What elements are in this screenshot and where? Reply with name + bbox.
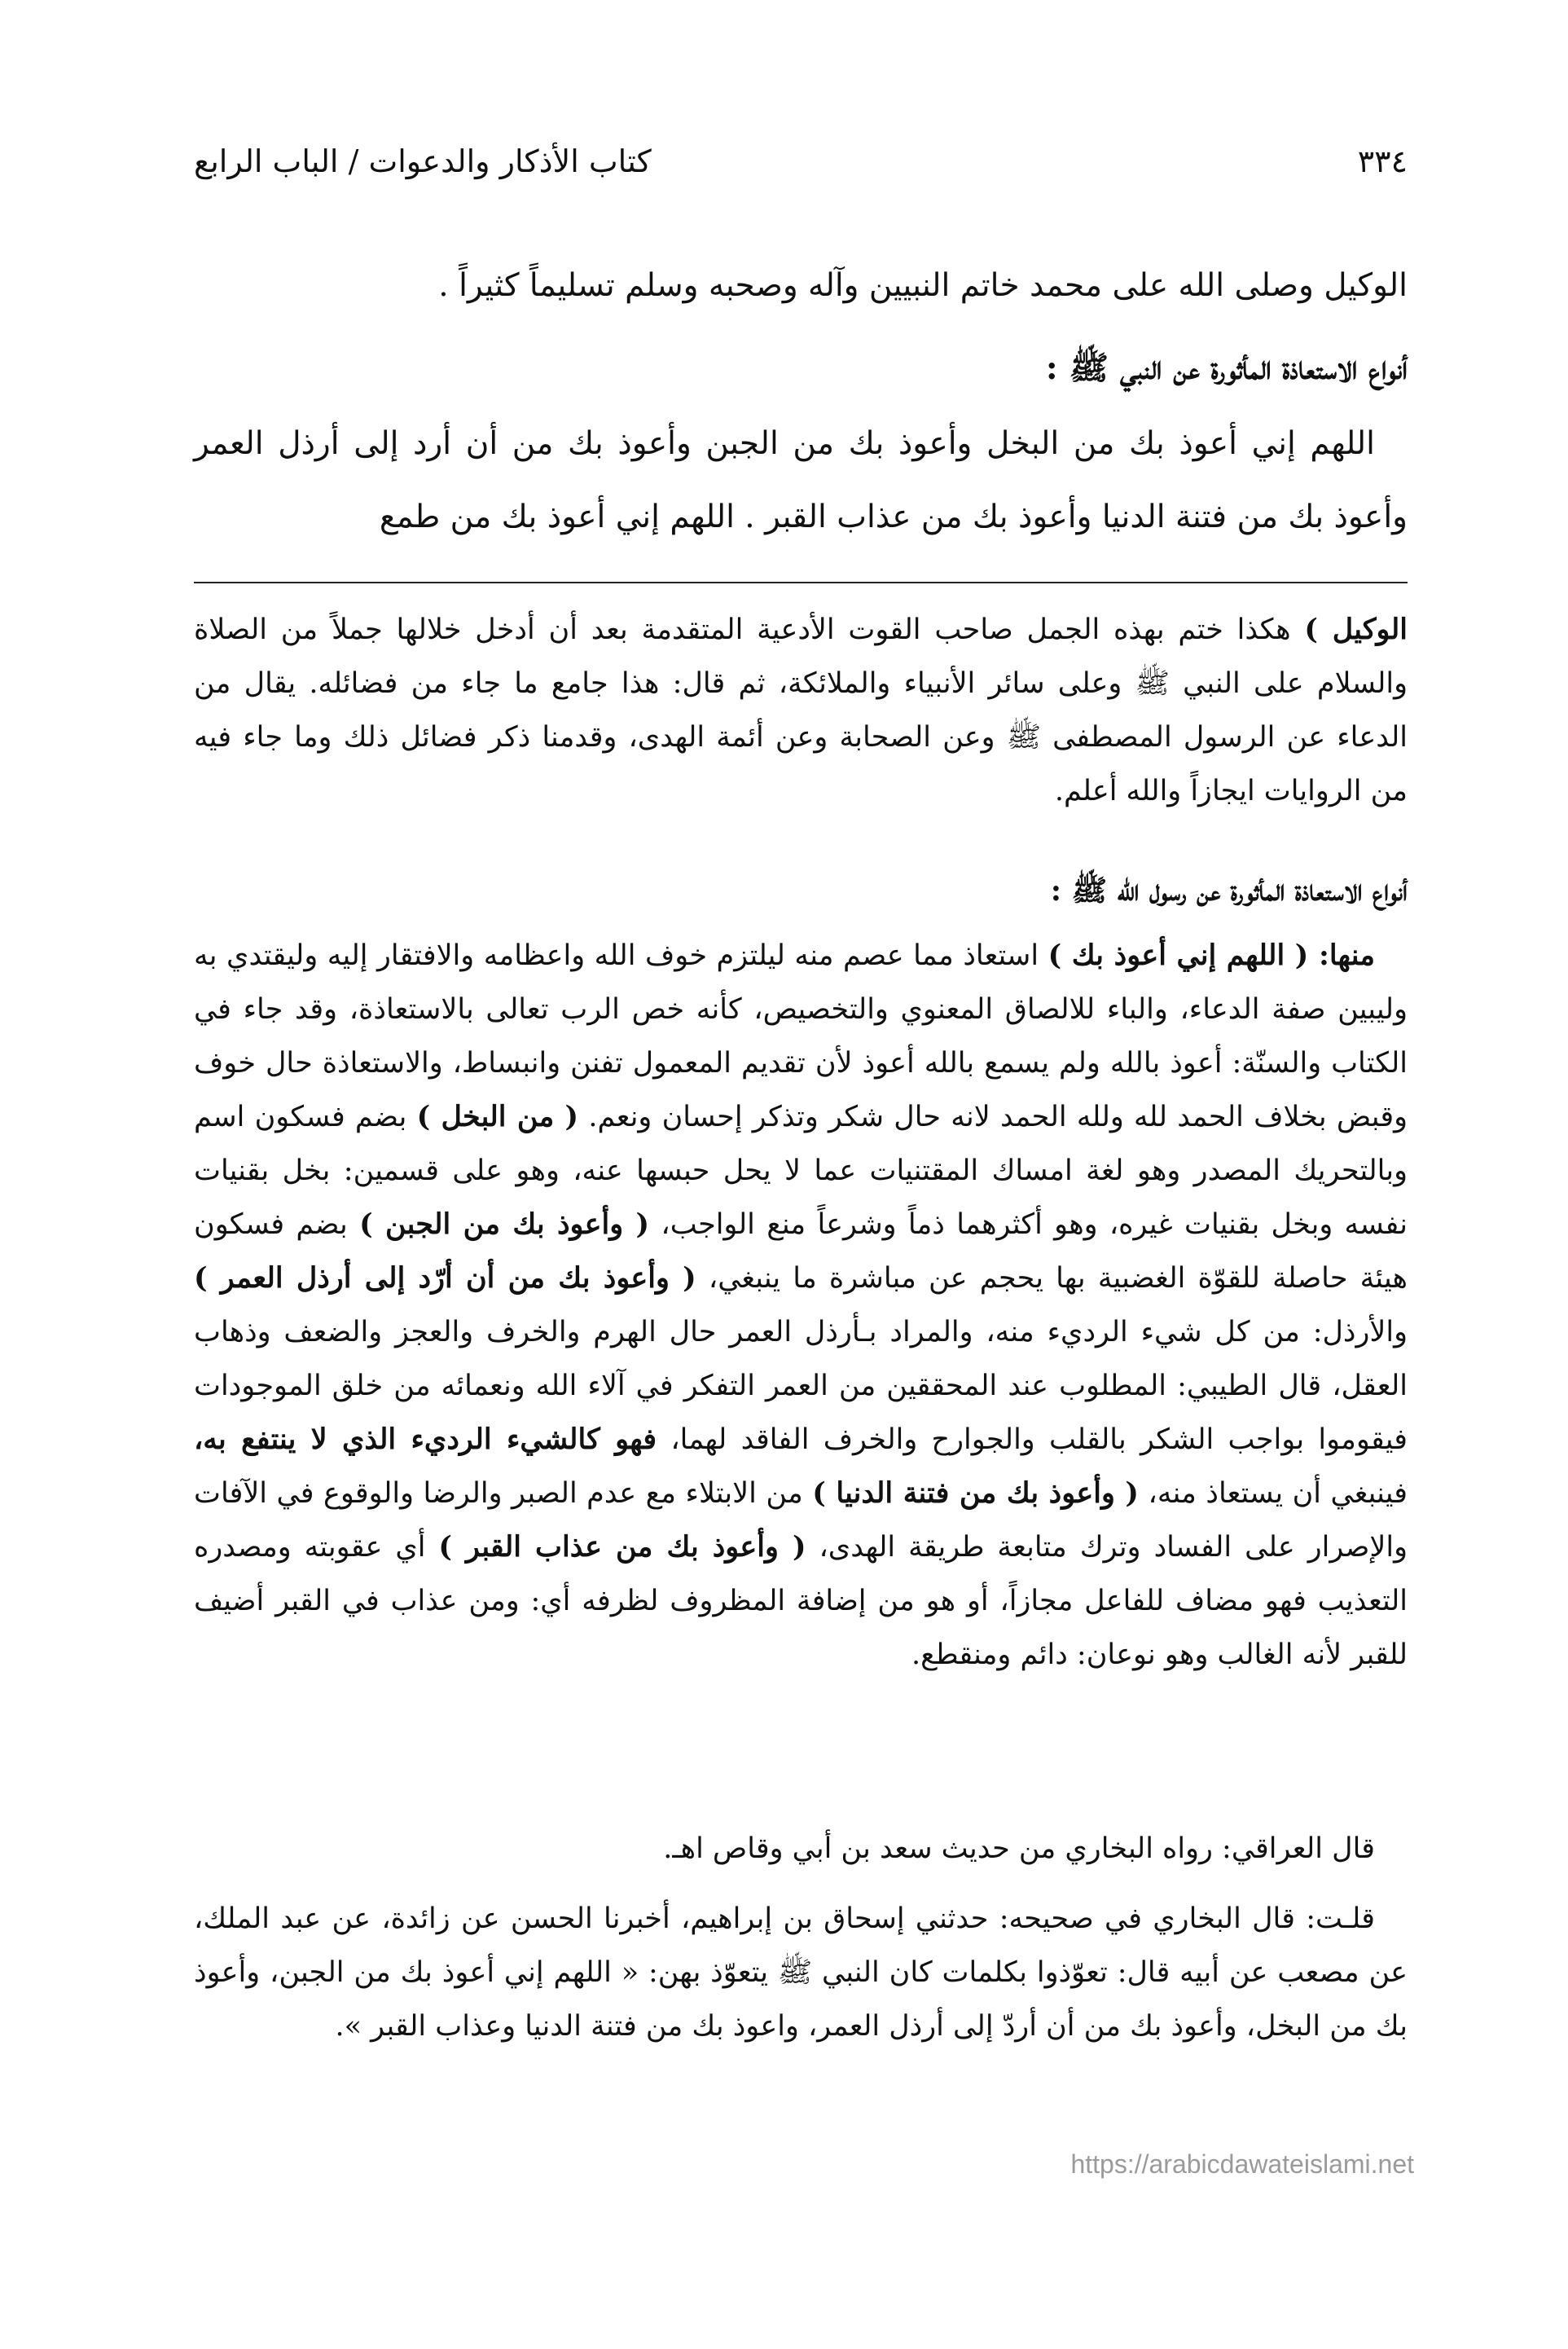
commentary-block — [194, 603, 1408, 818]
supplication-text: اللهم إني أعوذ بك من البخل وأعوذ بك من الجبن وأعوذ بك من أن أرد إلى أرذل العمر وأعوذ بك من فتنة الدنيا وأعوذ بك من عذاب القبر . اللهم إني أعوذ بك من طمع — [194, 425, 1408, 535]
explanation-paragraph: منها: ( اللهم إني أعوذ بك ) استعاذ مما عصم منه ليلتزم خوف الله واعظامه والافتقار إليه وليقتدي به وليبين صفة الدعاء، والباء للالصاق المعنوي والتخصيص، كأنه خص الرب تعالى بالاستعاذة، وقد جاء في الكتاب والسنّة: أعوذ بالله ولم يسمع بالله أعوذ لأن تقديم المعمول تفنن وانبساط، والاستعاذة حال خوف وقبض بخلاف الحمد لله ولله الحمد لانه حال شكر وتذكر إحسان ونعم. ( من البخل ) بضم فسكون اسم وبالتحريك المصدر وهو لغة امساك المقتنيات عما لا يحل حبسها عنه، وهو على قسمين: بخل بقنيات نفسه وبخل بقنيات غيره، وهو أكثرهما ذماً وشرعاً منع الواجب، ( وأعوذ بك من الجبن ) بضم فسكون هيئة حاصلة للقوّة الغضبية بها يحجم عن مباشرة ما ينبغي، ( وأعوذ بك من أن أرّد إلى أرذل العمر ) والأرذل: من كل شيء الرديء منه، والمراد بـأرذل العمر حال الهرم والخرف والعجز والضعف وذهاب العقل، قال الطيبي: المطلوب عند المحققين من العمر التفكر في آلاء الله ونعمائه من خلق الموجودات فيقوموا بواجب الشكر بالقلب والجوارح والخرف الفاقد لهما، فهو كالشيء الرديء الذي لا ينتفع به، فينبغي أن يستعاذ منه، ( وأعوذ بك من فتنة الدنيا ) من الابتلاء مع عدم الصبر والرضا والوقوع في الآفات والإصرار على الفساد وترك متابعة طريقة الهدى، ( وأعوذ بك من عذاب القبر ) أي عقوبته ومصدره التعذيب فهو مضاف للفاعل مجازاً، أو هو من إضافة المظروف لظرفه أي: ومن عذاب في القبر أضيف للقبر لأنه الغالب وهو نوعان: دائم ومنقطع. — [194, 939, 1408, 1671]
bukhari-note — [194, 1892, 1408, 2053]
term-allahumma: منها: ( اللهم إني أعوذ بك ) — [1048, 939, 1376, 972]
commentary-intro — [194, 603, 1408, 818]
commentary-heading-block — [194, 862, 1408, 919]
term-jubn: ( وأعوذ بك من الجبن ) — [359, 1207, 650, 1241]
term-ardhal: ( وأعوذ بك من أن أرّد إلى أرذل العمر ) — [194, 1261, 696, 1295]
commentary-explanation — [194, 929, 1408, 1682]
watermark-url: https://arabicdawateislami.net — [1070, 2149, 1414, 2179]
page-number: ٣٣٤ — [1357, 143, 1408, 179]
term-bukhl: ( من البخل ) — [416, 1100, 579, 1133]
footnote-divider — [194, 582, 1408, 583]
iraqi-text: قال العراقي: رواه البخاري من حديث سعد بن أبي وقاص اهـ. — [663, 1832, 1375, 1865]
running-title: كتاب الأذكار والدعوات / الباب الرابع — [194, 143, 652, 179]
supplication-block — [194, 407, 1408, 554]
iraqi-note — [194, 1822, 1408, 1876]
term-wakil: الوكيل ) — [1304, 613, 1408, 646]
page-header — [194, 137, 1408, 186]
section-heading: أنواع الاستعاذة المأثورة عن النبي ﷺ : — [1045, 349, 1408, 387]
term-fitna: ( وأعوذ بك من فتنة الدنيا ) — [812, 1476, 1139, 1510]
term-rady: فهو كالشيء الرديء الذي لا ينتفع به، — [194, 1423, 657, 1456]
bukhari-text: قلـت: قال البخاري في صحيحه: حدثني إسحاق بن إبراهيم، أخبرنا الحسن عن زائدة، عن عبد الملك، عن مصعب عن أبيه قال: تعوّذوا بكلمات كان النبي ﷺ يتعوّذ بهن: « اللهم إني أعوذ بك من الجبن، وأعوذ بك من البخل، وأعوذ بك من أن أردّ إلى أرذل العمر، واعوذ بك من فتنة الدنيا وعذاب القبر ». — [194, 1903, 1408, 2043]
term-qabr: ( وأعوذ بك من عذاب القبر ) — [438, 1530, 806, 1564]
commentary-intro-text: هكذا ختم بهذه الجمل صاحب القوت الأدعية المتقدمة بعد أن أدخل خلالها جملاً من الصلاة والسلام على النبي ﷺ وعلى سائر الأنبياء والملائكة، ثم قال: هذا جامع ما جاء من فضائله. يقال من الدعاء عن الرسول المصطفى ﷺ وعن الصحابة وعن أئمة الهدى، وقدمنا ذكر فضائل ذلك وما جاء فيه من الروايات ايجازاً والله أعلم. — [194, 614, 1408, 807]
closing-line: الوكيل وصلى الله على محمد خاتم النبيين وآله وصحبه وسلم تسليماً كثيراً . — [438, 267, 1408, 304]
section-heading-block — [194, 336, 1408, 401]
main-text — [194, 249, 1408, 323]
commentary-heading: أنواع الاستعاذة المأثورة عن رسول الله ﷺ : — [1050, 873, 1408, 908]
